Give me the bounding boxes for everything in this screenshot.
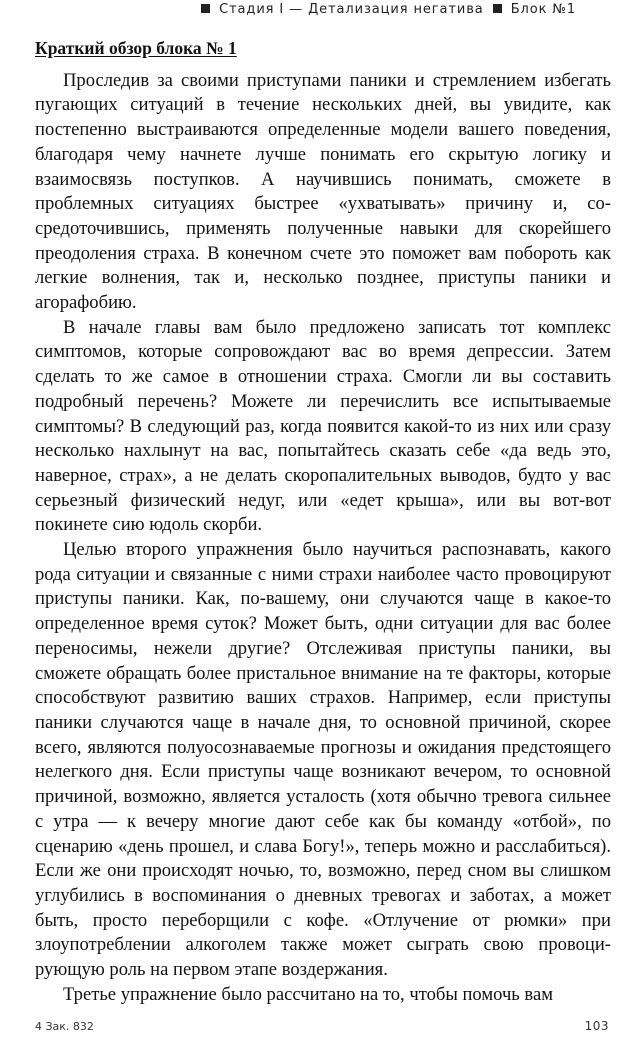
paragraph-2: В начале главы вам было предложено записать тот комплекс симптомов, которые сопровождают вас во время депрессии. Затем сделать то же самое в отношении страха. Смогли ли вы составить подробный перечень? Можете ли перечислить все испытываемые симптомы? В следующий раз, когда появится какой-то из них или сразу несколько нахлынут на вас, попытайтесь сказать себе «да ведь это, наверное, страх», а не делать скоропалительных выводов, будто у вас серьезный физический недуг, или «едет крыша», или вы вот-вот покинете сию юдоль скорби. <box>35 316 611 536</box>
square-bullet-icon <box>201 4 210 13</box>
page-body <box>35 36 611 1007</box>
square-bullet-icon <box>493 4 502 13</box>
paragraph-3: Целью второго упражнения было научиться распознавать, какого рода ситуации и связанные с ними страхи наиболее часто провоцируют приступы паники. Как, по-вашему, они случаются чаще в какое-то определенное время суток? Может быть, одни ситуации для вас более переносимы, нежели другие? Отслеживая приступы паники, вы сможете обращать более пристальное внимание на те факторы, которые способствуют развитию ваших страхов. Например, если приступы паники случаются чаще в начале дня, то основной причиной, скорее всего, являются полуосознаваемые прогнозы и ожидания предстоящего нелегкого дня. Если приступы чаще возникают вечером, то основной причиной, возможно, является усталость (хотя обычно тревога сильнее с утра — к вечеру многие дают себе как бы команду «отбой», по сценарию «день прошел, и слава Богу!», теперь можно и расслабиться). Если же они происходят ночью, то, возможно, перед сном вы слишком углубились в воспоминания о дневных тревогах и заботах, а может быть, просто переборщили с кофе. «Отлучение от рюмки» при злоупотреблении алкоголем также может сыграть свою провоци-рующую роль на первом этапе воздержания. <box>35 539 611 981</box>
paragraph-4: Третье упражнение было рассчитано на то, чтобы помочь вам <box>63 983 553 1005</box>
section-heading: Краткий обзор блока № 1 <box>35 38 237 58</box>
paragraph-1: Проследив за своими приступами паники и стремлением избегать пугающих ситуаций в течение нескольких дней, вы увидите, как постепенно выстраиваются определенные модели вашего поведения, благодаря чему начнете лучше понимать его скрытую логику и взаимосвязь поступков. А научившись понимать, сможете в проблемных ситуациях быстрее «ухватывать» причину и, со-средоточившись, применять полученные навыки для скорейшего преодоления страха. В конечном счете это поможет вам побороть как легкие волнения, так и, несколько позднее, приступы паники и агорафобию. <box>35 69 611 314</box>
header-chapter-title: Стадия I — Детализация негатива <box>219 2 484 17</box>
printer-signature: 4 Зак. 832 <box>35 1020 94 1033</box>
running-header <box>197 2 576 17</box>
page-number: 103 <box>584 1019 609 1033</box>
header-block-label: Блок №1 <box>510 2 576 17</box>
